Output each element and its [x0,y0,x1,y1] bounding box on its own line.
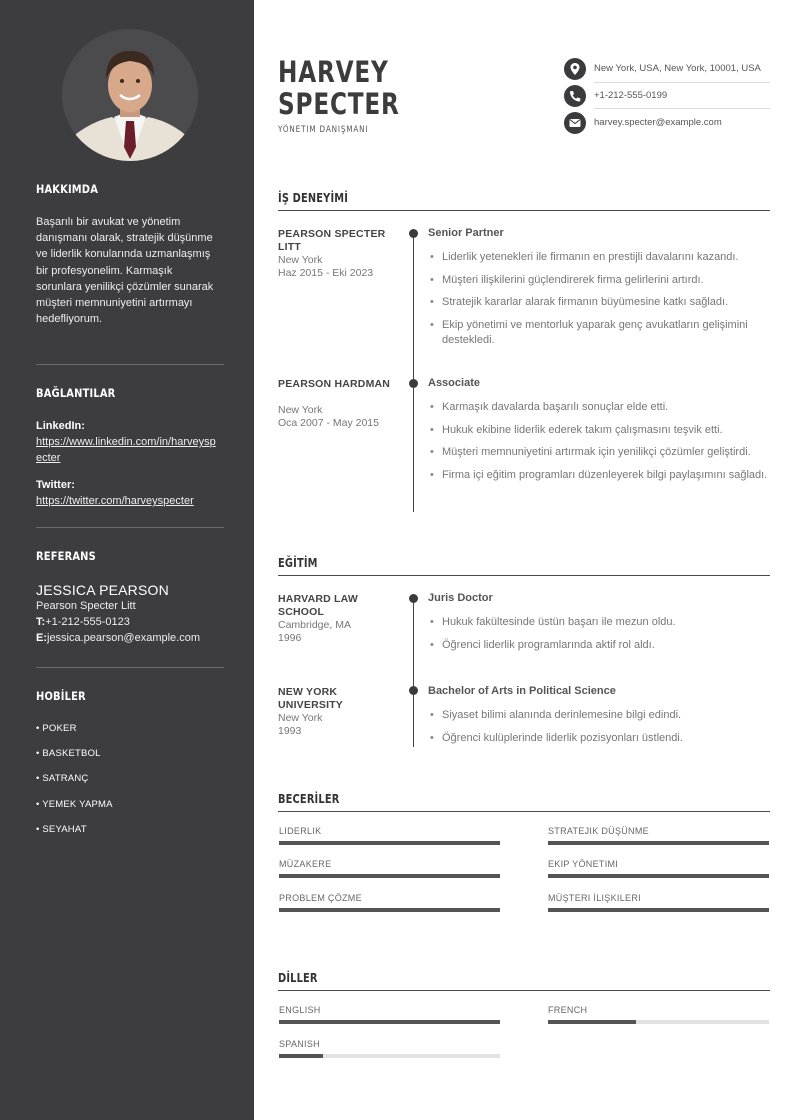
links-title: BAĞLANTILAR [36,386,116,400]
sidebar [0,0,254,1120]
language-name: FRENCH [548,1005,588,1015]
location-pin-icon [564,58,586,80]
language-bar [279,1020,500,1024]
contact-phone: +1-212-555-0199 [594,90,668,101]
education-location: Cambridge, MA [278,619,351,631]
education-org: NEW YORK UNIVERSITY [278,686,344,711]
education-degree: Bachelor of Arts in Political Science [428,685,616,697]
language-name: SPANISH [279,1039,320,1049]
list-item: • Ekip yönetimi ve mentorluk yaparak genç avukatların gelişimini destekledi. [428,318,770,348]
divider [594,108,770,109]
education-org: HARVARD LAW SCHOOL [278,593,358,618]
skill-item [548,893,769,912]
divider [36,527,224,528]
contact-address: New York, USA, New York, 10001, USA [594,63,761,74]
skill-bar-fill [548,874,769,878]
list-item: • Müşteri ilişkilerini güçlendirerek firma gelirlerini artırdı. [428,273,770,288]
experience-org: PEARSON HARDMAN [278,378,391,390]
twitter-label: Twitter: [36,479,75,491]
skill-bar [279,908,500,912]
skill-name: EKIP YÖNETIMI [548,859,619,869]
experience-title: İŞ DENEYİMİ [278,191,349,205]
reference-email: jessica.pearson@example.com [47,632,201,644]
experience-org: PEARSON SPECTER LITT [278,228,386,253]
reference-block [36,582,236,646]
first-name: HARVEY [278,55,389,89]
list-item: • Hukuk ekibine liderlik ederek takım çalışmasını teşvik etti. [428,423,770,438]
experience-bullets [428,400,770,490]
timeline-dot [409,379,418,388]
education-dates: 1996 [278,632,302,644]
list-item: • Öğrenci liderlik programlarında aktif rol aldı. [428,638,770,653]
skill-item [279,826,500,845]
section-rule [278,210,770,211]
languages-title: DİLLER [278,971,318,985]
language-bar [279,1054,500,1058]
experience-bullets [428,250,770,355]
twitter-block [36,477,226,509]
divider [594,82,770,83]
last-name: SPECTER [278,87,400,121]
education-title: EĞİTİM [278,556,318,570]
reference-name: JESSICA PEARSON [36,582,169,598]
list-item: • Liderlik yetenekleri ile firmanın en prestijli davalarını kazandı. [428,250,770,265]
list-item: • Hukuk fakültesinde üstün başarı ile mezun oldu. [428,615,770,630]
hobby-item: • YEMEK YAPMA [36,799,113,810]
list-item: • Stratejik kararlar alarak firmanın büyümesine katkı sağladı. [428,295,770,310]
list-item: • Müşteri memnuniyetini artırmak için yenilikçi çözümler geliştirdi. [428,445,770,460]
education-bullets [428,708,770,753]
list-item: • Siyaset bilimi alanında derinlemesine bilgi edindi. [428,708,770,723]
skill-name: PROBLEM ÇÖZME [279,893,362,903]
timeline-line [413,597,414,747]
language-item [279,1039,500,1058]
experience-dates: Haz 2015 - Eki 2023 [278,267,374,279]
timeline-dot [409,594,418,603]
skill-bar [279,841,500,845]
skill-name: LIDERLIK [279,826,322,836]
skill-bar [279,874,500,878]
twitter-link[interactable]: https://twitter.com/harveyspecter [36,495,194,508]
skill-bar [548,874,769,878]
skill-item [548,859,769,878]
reference-phone: +1-212-555-0123 [45,616,130,628]
list-item: • Karmaşık davalarda başarılı sonuçlar elde etti. [428,400,770,415]
linkedin-label: LinkedIn: [36,420,85,432]
experience-position: Senior Partner [428,227,504,239]
skill-bar-fill [548,908,769,912]
contact-address-row [564,58,770,80]
linkedin-block [36,418,220,467]
hobby-item: • SEYAHAT [36,824,87,835]
divider [36,667,224,668]
language-bar [548,1020,769,1024]
list-item: • Firma içi eğitim programları düzenleyerek bilgi paylaşımını sağladı. [428,468,770,483]
profile-photo [62,29,198,161]
experience-position: Associate [428,377,480,389]
reference-phone-label: T: [36,616,46,628]
list-item: • Öğrenci kulüplerinde liderlik pozisyonları üstlendi. [428,731,770,746]
hobby-item: • POKER [36,723,77,734]
education-bullets [428,615,770,660]
phone-icon [564,85,586,107]
skill-item [279,859,500,878]
experience-location: New York [278,404,323,416]
education-degree: Juris Doctor [428,592,493,604]
language-name: ENGLISH [279,1005,321,1015]
hobby-item: • BASKETBOL [36,748,101,759]
linkedin-link[interactable]: https://www.linkedin.com/in/harveyspecter [36,436,216,465]
skill-bar-fill [279,874,500,878]
skill-bar-fill [279,841,500,845]
envelope-icon [564,112,586,134]
skill-bar-fill [548,841,769,845]
education-location: New York [278,712,323,724]
skill-name: MÜŞTERI İLIŞKILERI [548,893,641,903]
about-text: Başarılı bir avukat ve yönetim danışmanı olarak, stratejik düşünme ve liderlik konularında uzmanlaşmış bir profesyonelim. Karmaşık sorunlara yenilikçi çözümler sunarak müşteri memnuniyetini artırmayı hedefliyorum. [36,216,214,326]
reference-email-label: E: [36,632,47,644]
language-bar-fill [279,1020,500,1024]
reference-company: Pearson Specter Litt [36,600,136,612]
skill-name: STRATEJIK DÜŞÜNME [548,826,649,836]
timeline-line [413,232,414,512]
timeline-dot [409,686,418,695]
education-dates: 1993 [278,725,302,737]
skill-bar-fill [279,908,500,912]
about-title: HAKKIMDA [36,182,99,196]
hobbies-title: HOBİLER [36,689,86,703]
skills-title: BECERİLER [278,792,340,806]
experience-location: New York [278,254,323,266]
skill-item [279,893,500,912]
contact-email-row [564,112,770,134]
skill-name: MÜZAKERE [279,859,332,869]
language-item [279,1005,500,1024]
contact-email: harvey.specter@example.com [594,117,722,128]
hobby-item: • SATRANÇ [36,773,89,784]
skill-bar [548,841,769,845]
section-rule [278,811,770,812]
skill-bar [548,908,769,912]
language-bar-fill [279,1054,323,1058]
language-bar-fill [548,1020,636,1024]
timeline-dot [409,229,418,238]
experience-dates: Oca 2007 - May 2015 [278,417,379,429]
job-title: YÖNETIM DANIŞMANI [278,125,369,135]
section-rule [278,990,770,991]
reference-title: REFERANS [36,549,96,563]
skill-item [548,826,769,845]
divider [36,364,224,365]
language-item [548,1005,769,1024]
section-rule [278,575,770,576]
contact-phone-row [564,85,770,107]
